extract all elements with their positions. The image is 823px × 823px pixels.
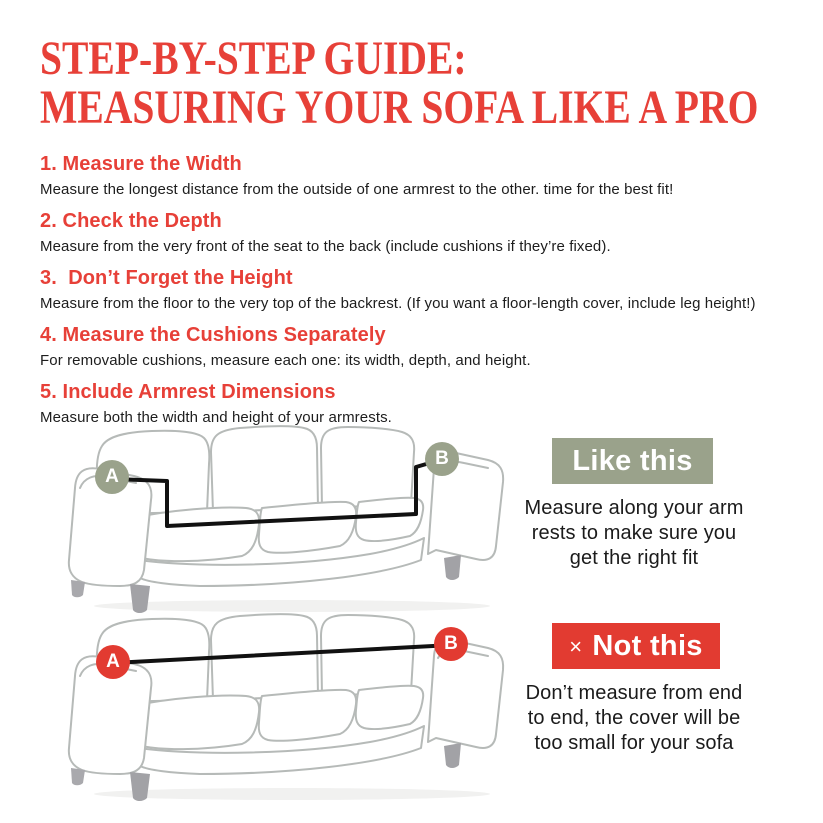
marker-b-incorrect bbox=[434, 627, 468, 661]
marker-b-incorrect-label: B bbox=[444, 633, 458, 654]
marker-a-correct bbox=[95, 460, 129, 494]
step-4-body: For removable cushions, measure each one: its width, depth, and height. bbox=[40, 352, 531, 369]
step-4-heading: 4. Measure the Cushions Separately bbox=[40, 324, 386, 346]
page-title bbox=[40, 34, 820, 132]
marker-a-incorrect bbox=[96, 645, 130, 679]
not-this-badge-label: Not this bbox=[592, 629, 703, 662]
step-3-body: Measure from the floor to the very top of the backrest. (If you want a floor-length cover, include leg height!) bbox=[40, 295, 756, 312]
like-this-badge bbox=[552, 438, 713, 484]
page-title-line-1: STEP-BY-STEP GUIDE: bbox=[40, 32, 467, 85]
marker-b-correct-label: B bbox=[435, 448, 449, 469]
like-this-caption: Measure along your arm rests to make sure you get the right fit bbox=[524, 497, 744, 569]
step-1-heading: 1. Measure the Width bbox=[40, 153, 242, 175]
marker-a-incorrect-label: A bbox=[106, 651, 120, 672]
steps-list bbox=[40, 152, 805, 437]
marker-b-correct bbox=[425, 442, 459, 476]
marker-a-correct-label: A bbox=[105, 466, 119, 487]
x-icon: × bbox=[569, 634, 583, 659]
not-this-caption: Don’t measure from end to end, the cover will be too small for your sofa bbox=[525, 682, 743, 754]
step-3-heading: 3. Don’t Forget the Height bbox=[40, 267, 293, 289]
like-this-badge-label: Like this bbox=[572, 444, 693, 477]
not-this-badge bbox=[552, 623, 720, 669]
step-1-body: Measure the longest distance from the outside of one armrest to the other. time for the best fit! bbox=[40, 181, 674, 198]
step-5-heading: 5. Include Armrest Dimensions bbox=[40, 381, 336, 403]
step-2-body: Measure from the very front of the seat to the back (include cushions if they’re fixed). bbox=[40, 238, 611, 255]
page-title-line-2: MEASURING YOUR SOFA LIKE A PRO bbox=[40, 81, 759, 134]
step-5-body: Measure both the width and height of your armrests. bbox=[40, 409, 392, 426]
step-2-heading: 2. Check the Depth bbox=[40, 210, 222, 232]
